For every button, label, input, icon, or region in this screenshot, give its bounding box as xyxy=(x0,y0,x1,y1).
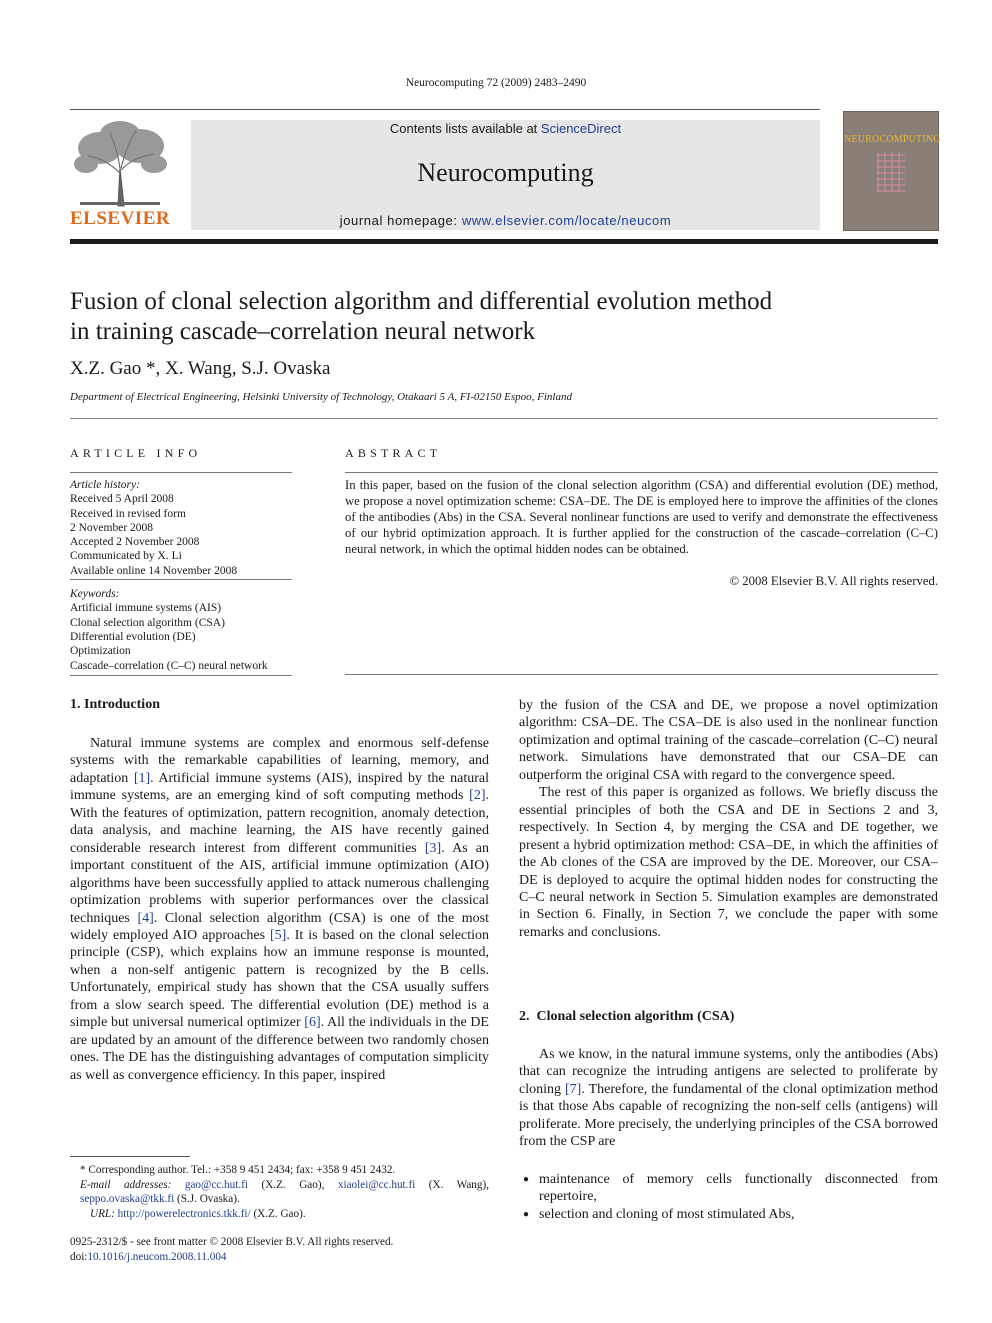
affiliation: Department of Electrical Engineering, Helsinki University of Technology, Otakaari 5 A, FI-02150 Espoo, Finland xyxy=(70,391,572,403)
citation-link[interactable]: [7] xyxy=(565,1081,582,1097)
email-link[interactable]: xiaolei@cc.hut.fi xyxy=(337,1178,416,1191)
cover-title: NEUROCOMPUTING xyxy=(844,134,941,145)
text-run: . Clonal selection algorithm (CSA) is one of the most widely employed AIO approaches xyxy=(70,910,489,943)
text-run: . As an important constituent of the AIS, artificial immune optimization (AIO) algorithms have been successfully applied to attack numerous challenging optimization problems with superior performances over the classical techniques xyxy=(70,840,489,926)
intro-continuation xyxy=(519,697,938,941)
text-run: As we know, in the natural immune systems, only the antibodies (Abs) that can recognize the intruding antigens are selected to proliferate by cloning xyxy=(519,1047,938,1097)
keyword: Cascade–correlation (C–C) neural network xyxy=(70,659,268,672)
title-line-1: Fusion of clonal selection algorithm and differential evolution method xyxy=(70,288,773,315)
keyword: Clonal selection algorithm (CSA) xyxy=(70,616,225,629)
list-item: ● selection and cloning of most stimulated Abs, xyxy=(519,1206,938,1223)
doi-line xyxy=(70,1250,393,1265)
article-info-heading: ARTICLE INFO xyxy=(70,446,202,460)
history-item: Available online 14 November 2008 xyxy=(70,564,238,577)
citation-link[interactable]: [4] xyxy=(137,910,154,926)
history-item: Received in revised form xyxy=(70,507,186,520)
text-run: . With the features of optimization, pattern recognition, anomaly detection, data analysis, and machine learning, the AIS have recently gained considerable research interest from different communities xyxy=(70,788,489,856)
intro-paragraph-1 xyxy=(70,735,489,1084)
email-link[interactable]: seppo.ovaska@tkk.fi xyxy=(80,1193,175,1205)
email-link[interactable]: gao@cc.hut.fi xyxy=(184,1178,248,1191)
text-run: (X.Z. Gao). xyxy=(250,1207,306,1220)
history-item: 2 November 2008 xyxy=(70,521,154,534)
intro-paragraph-1-cont: by the fusion of the CSA and DE, we propose a novel optimization algorithm: CSA–DE. The CSA–DE is also used in the nonlinear function optimization and optimal training of the cascade–correlation (C–C) neural network. Simulations have demonstrated that our CSA–DE can outperform the original CSA with regard to the convergence speed. xyxy=(519,698,938,783)
footnote-rule xyxy=(70,1156,190,1157)
keyword: Differential evolution (DE) xyxy=(70,630,196,643)
article-info xyxy=(70,478,292,676)
list-item: ● maintenance of memory cells functionally disconnected from repertoire, xyxy=(519,1171,938,1206)
url-label: URL: xyxy=(90,1207,118,1220)
section-heading-csa xyxy=(519,1009,734,1025)
citation-link[interactable]: [5] xyxy=(270,927,287,943)
url-note xyxy=(70,1207,489,1222)
csa-principles-list xyxy=(519,1171,938,1223)
keyword: Artificial immune systems (AIS) xyxy=(70,602,222,615)
history-rule xyxy=(70,579,292,580)
title-line-2: in training cascade–correlation neural network xyxy=(70,318,536,345)
copyright: © 2008 Elsevier B.V. All rights reserved. xyxy=(729,574,938,588)
keyword: Optimization xyxy=(70,645,131,658)
citation-link[interactable]: [6] xyxy=(304,1015,321,1031)
csa-paragraph-1 xyxy=(519,1046,938,1151)
text-run: . All the individuals in the DE are updated by an amount of the difference between two randomly chosen ones. The DE has the distinguishing advantages of computation simplicity as well as convergence efficiency. In this paper, inspired xyxy=(70,1015,489,1083)
text-run: Natural immune systems are complex and enormous self-defense systems with the remarkable capabilities of learning, memory, and adaptation xyxy=(70,736,489,786)
text-run: . Artificial immune systems (AIS), inspired by the natural immune systems, are an emerging kind of soft computing methods xyxy=(70,770,489,804)
tree-icon xyxy=(70,118,170,208)
authors: X.Z. Gao *, X. Wang, S.J. Ovaska xyxy=(70,358,331,379)
abstract-text: In this paper, based on the fusion of the clonal selection algorithm (CSA) and differential evolution (DE) method, we propose a novel optimization scheme: CSA–DE. The DE is employed here to improve the affinities of the clones of the antibodies (Abs) in the CSA. Several nonlinear functions are used to verify and demonstrate the effectiveness of our hybrid optimization approach. It is further applied for the construction of the cascade–correlation (C–C) neural network, in which the optimal hidden nodes can be obtained. xyxy=(345,478,938,557)
sciencedirect-link[interactable]: ScienceDirect xyxy=(540,121,622,136)
url-link[interactable]: http://powerelectronics.tkk.fi/ xyxy=(117,1207,251,1220)
history-label: Article history: xyxy=(70,479,140,491)
footnotes xyxy=(70,1163,489,1221)
journal-homepage xyxy=(191,213,820,228)
text-run: (X.Z. Gao), xyxy=(248,1178,338,1191)
corresponding-author-note: * Corresponding author. Tel.: +358 9 451 2434; fax: +358 9 451 2432. xyxy=(80,1164,396,1176)
cover-pattern xyxy=(877,152,905,192)
citation-link[interactable]: [1] xyxy=(133,770,151,786)
elsevier-wordmark: ELSEVIER xyxy=(70,208,171,229)
abstract-bottom-rule xyxy=(345,674,938,675)
homepage-link[interactable]: www.elsevier.com/locate/neucom xyxy=(461,213,672,228)
text-run: . It is based on the clonal selection principle (CSP), which explains how an immune response is mounted, when a non-self antigenic pattern is recognized by the B cells. Unfortunately, empirical study has shown that the CSA usually suffers from a slow search speed. The differential evolution (DE) method is a simple but universal numerical optimizer xyxy=(70,927,490,1031)
keywords-label: Keywords: xyxy=(70,588,120,601)
email-note xyxy=(70,1178,489,1207)
front-matter-line: 0925-2312/$ - see front matter © 2008 Elsevier B.V. All rights reserved. xyxy=(70,1236,394,1248)
keywords-rule xyxy=(70,675,292,676)
journal-name: Neurocomputing xyxy=(417,158,594,187)
running-head: Neurocomputing 72 (2009) 2483–2490 xyxy=(405,77,587,89)
intro-paragraph-2: The rest of this paper is organized as follows. We briefly discuss the essential principles of both the CSA and DE in Sections 2 and 3, respectively. In Section 4, by merging the CSA and DE together, we present a hybrid optimization method: CSA–DE, in which the affinities of the Ab clones of the CSA are improved by the DE. Moreover, our CSA–DE is deployed to acquire the optimal hidden nodes for constructing the C–C neural network in Section 5. Simulation examples are demonstrated in Section 6. Finally, in Section 7, we conclude the paper with some remarks and conclusions. xyxy=(519,785,938,940)
doi-label: doi: xyxy=(70,1250,88,1263)
article-info-rule xyxy=(70,472,292,473)
front-matter xyxy=(70,1235,393,1264)
section-title: Clonal selection algorithm (CSA) xyxy=(536,1009,735,1024)
journal-cover-thumbnail[interactable] xyxy=(843,111,939,231)
text-run: (X. Wang), xyxy=(415,1178,489,1191)
section-heading-introduction: 1. Introduction xyxy=(70,697,160,712)
history-item: Accepted 2 November 2008 xyxy=(70,536,200,549)
contents-prefix: Contents lists available at xyxy=(389,121,541,136)
history-item: Received 5 April 2008 xyxy=(70,493,174,506)
email-label: E-mail addresses: xyxy=(80,1178,172,1191)
contents-line xyxy=(191,121,820,136)
header-divider xyxy=(70,109,820,110)
homepage-prefix: journal homepage: xyxy=(339,213,462,228)
text-run: (S.J. Ovaska). xyxy=(174,1193,240,1205)
citation-link[interactable]: [2] xyxy=(469,788,486,804)
citation-link[interactable]: [3] xyxy=(424,840,442,856)
elsevier-logo[interactable] xyxy=(70,118,170,230)
section-number: 2. xyxy=(519,1009,530,1024)
header-thick-rule xyxy=(70,239,938,244)
abstract-rule xyxy=(345,472,938,473)
abstract-heading: ABSTRACT xyxy=(345,446,442,460)
text-run: . Therefore, the fundamental of the clonal optimization method is that those Abs capable of recognizing the non-self cells (antigens) will proliferate. More precisely, the underlying principles of the CSA borrowed from the CSP are xyxy=(519,1081,939,1150)
title-divider xyxy=(70,418,938,419)
doi-link[interactable]: 10.1016/j.neucom.2008.11.004 xyxy=(87,1250,227,1263)
article-title xyxy=(70,287,930,347)
history-item: Communicated by X. Li xyxy=(70,550,182,563)
